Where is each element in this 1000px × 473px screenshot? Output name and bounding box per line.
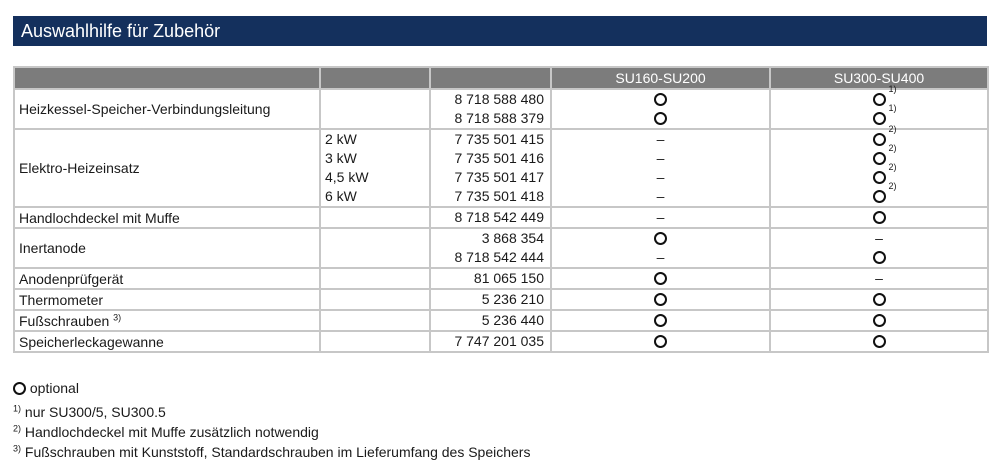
accessory-name-cell (14, 89, 320, 129)
availability-mark (873, 311, 886, 330)
availability-line (771, 269, 987, 288)
su300-su400-cell (770, 228, 988, 268)
su160-su200-cell (551, 289, 770, 310)
su160-su200-cell (551, 89, 770, 129)
variant-line: 6 kW (325, 188, 357, 204)
variant-cell (320, 268, 430, 289)
circle-icon (873, 152, 886, 165)
variant-line: 2 kW (325, 131, 357, 147)
availability-line (552, 90, 769, 109)
circle-icon (873, 251, 886, 264)
footnote-ref: 2) (888, 162, 897, 172)
accessory-name-cell (14, 331, 320, 352)
availability-line (771, 103, 987, 128)
circle-icon (654, 93, 667, 106)
variant-cell (320, 89, 430, 129)
column-header-su300-su400: SU300-SU400 (770, 67, 988, 89)
su160-su200-cell (551, 228, 770, 268)
footnote-ref: 1) (888, 84, 897, 94)
circle-icon (873, 211, 886, 224)
availability-line (552, 149, 769, 168)
article-number-cell (430, 129, 551, 207)
accessory-name-cell (14, 268, 320, 289)
availability-mark (657, 187, 665, 206)
article-number: 8 718 588 379 (454, 110, 544, 126)
legend (13, 378, 79, 398)
su300-su400-cell (770, 289, 988, 310)
availability-mark (875, 269, 883, 288)
article-number: 7 735 501 415 (454, 131, 544, 147)
article-number: 8 718 588 480 (454, 91, 544, 107)
article-number: 8 718 542 449 (454, 209, 544, 225)
circle-icon (873, 171, 886, 184)
availability-line (552, 332, 769, 351)
availability-mark (654, 229, 667, 248)
availability-line (771, 229, 987, 248)
availability-mark (873, 248, 886, 267)
availability-line (552, 229, 769, 248)
circle-icon (873, 93, 886, 106)
article-number: 7 735 501 416 (454, 150, 544, 166)
availability-mark (654, 269, 667, 288)
variant-line (325, 229, 429, 248)
variant-line (325, 248, 429, 267)
article-number: 8 718 542 444 (454, 249, 544, 265)
footnote-ref: 2) (888, 124, 897, 134)
circle-icon (873, 314, 886, 327)
accessory-selection-table (13, 66, 989, 353)
availability-line (771, 162, 987, 187)
footnote (13, 442, 530, 462)
footnote-number: 1) (13, 403, 22, 414)
page-title: Auswahlhilfe für Zubehör (13, 16, 987, 46)
availability-line (771, 332, 987, 351)
availability-mark (873, 84, 897, 109)
accessory-name-cell (14, 129, 320, 207)
article-number-cell (430, 331, 551, 352)
circle-icon (873, 133, 886, 146)
column-header (14, 67, 320, 89)
accessory-name: Heizkessel-Speicher-Verbindungsleitung (19, 101, 271, 117)
variant-cell (320, 331, 430, 352)
accessory-name: Inertanode (19, 240, 86, 256)
availability-mark (654, 290, 667, 309)
variant-cell (320, 129, 430, 207)
article-number-cell (430, 268, 551, 289)
availability-line (771, 290, 987, 309)
footnote-ref: 2) (888, 181, 897, 191)
dash-symbol: – (656, 150, 665, 166)
availability-line (552, 130, 769, 149)
dash-symbol: – (656, 169, 665, 185)
accessory-name-cell (14, 207, 320, 228)
variant-line (325, 290, 429, 309)
circle-icon (654, 232, 667, 245)
accessory-name: Anodenprüfgerät (19, 270, 124, 287)
accessory-name: Handlochdeckel mit Muffe (19, 209, 180, 226)
accessory-name-cell (14, 289, 320, 310)
table-row (14, 207, 988, 228)
availability-line (552, 187, 769, 206)
availability-mark (657, 208, 665, 227)
table-row (14, 268, 988, 289)
availability-mark (654, 90, 667, 109)
availability-mark (873, 208, 886, 227)
availability-mark (873, 162, 897, 187)
footnotes (13, 402, 530, 462)
article-number: 5 236 210 (481, 291, 544, 307)
availability-mark (873, 332, 886, 351)
circle-icon (654, 335, 667, 348)
su160-su200-cell (551, 129, 770, 207)
table-row (14, 129, 988, 207)
availability-line (771, 84, 987, 109)
availability-mark (875, 229, 883, 248)
variant-line (325, 332, 429, 351)
availability-line (771, 143, 987, 168)
availability-line (552, 311, 769, 330)
availability-line (552, 269, 769, 288)
article-number-cell (430, 207, 551, 228)
dash-symbol: – (656, 209, 665, 225)
accessory-name: Speicherleckagewanne (19, 333, 164, 350)
circle-icon (873, 190, 886, 203)
variant-cell (320, 207, 430, 228)
footnote-ref: 3) (113, 311, 122, 322)
su160-su200-cell (551, 207, 770, 228)
su300-su400-cell (770, 310, 988, 331)
article-number: 5 236 440 (481, 312, 544, 328)
availability-line (552, 168, 769, 187)
article-number: 81 065 150 (473, 270, 544, 286)
availability-line (771, 181, 987, 206)
table-row (14, 310, 988, 331)
circle-icon (654, 272, 667, 285)
column-header (320, 67, 430, 89)
dash-symbol: – (656, 249, 665, 265)
footnote (13, 422, 530, 442)
su300-su400-cell (770, 84, 988, 129)
variant-line: 4,5 kW (325, 169, 369, 185)
circle-icon (873, 335, 886, 348)
availability-line (552, 208, 769, 227)
su300-su400-cell (770, 207, 988, 228)
article-number-cell (430, 310, 551, 331)
variant-line (325, 311, 429, 330)
availability-line (552, 109, 769, 128)
accessory-name: Fußschrauben (19, 312, 110, 329)
circle-icon (873, 293, 886, 306)
accessory-name-cell (14, 310, 320, 331)
accessory-name: Thermometer (19, 291, 104, 308)
article-number: 3 868 354 (481, 230, 544, 246)
table-row (14, 228, 988, 268)
article-number: 7 747 201 035 (454, 333, 544, 349)
availability-mark (873, 290, 886, 309)
variant-line (325, 208, 429, 227)
circle-icon (654, 314, 667, 327)
availability-mark (873, 103, 897, 128)
su160-su200-cell (551, 331, 770, 352)
availability-mark (654, 311, 667, 330)
table-row (14, 89, 988, 129)
column-header (430, 67, 551, 89)
availability-mark (657, 168, 665, 187)
su160-su200-cell (551, 268, 770, 289)
article-number: 7 735 501 417 (454, 169, 544, 185)
footnote (13, 402, 530, 422)
availability-line (552, 248, 769, 267)
dash-symbol: – (875, 230, 883, 246)
availability-mark (654, 332, 667, 351)
footnote-number: 3) (13, 443, 22, 454)
footnote-text: Handlochdeckel mit Muffe zusätzlich notwendig (24, 424, 319, 440)
availability-mark (654, 109, 667, 128)
su300-su400-cell (770, 268, 988, 289)
circle-icon (654, 112, 667, 125)
circle-icon (873, 112, 886, 125)
variant-cell (320, 310, 430, 331)
footnote-text: nur SU300/5, SU300.5 (24, 404, 166, 420)
availability-mark (657, 149, 665, 168)
variant-line (325, 90, 429, 109)
table-header-row (14, 67, 988, 89)
availability-line (771, 208, 987, 227)
article-number-cell (430, 228, 551, 268)
accessory-name-cell (14, 228, 320, 268)
dash-symbol: – (875, 270, 883, 286)
circle-icon (13, 382, 26, 395)
availability-mark (873, 143, 897, 168)
availability-line (771, 248, 987, 267)
article-number: 7 735 501 418 (454, 188, 544, 204)
variant-line (325, 109, 429, 128)
availability-mark (657, 130, 665, 149)
su300-su400-cell (770, 331, 988, 352)
table-row (14, 289, 988, 310)
availability-mark (873, 181, 897, 206)
su160-su200-cell (551, 310, 770, 331)
availability-line (771, 124, 987, 149)
legend-label: optional (29, 380, 79, 396)
su300-su400-cell (770, 124, 988, 207)
availability-mark (657, 248, 665, 267)
variant-cell (320, 289, 430, 310)
article-number-cell (430, 289, 551, 310)
variant-line (325, 269, 429, 288)
availability-line (771, 311, 987, 330)
availability-mark (873, 124, 897, 149)
footnote-ref: 1) (888, 103, 897, 113)
availability-line (552, 290, 769, 309)
article-number-cell (430, 89, 551, 129)
column-header-su160-su200: SU160-SU200 (551, 67, 770, 89)
footnote-text: Fußschrauben mit Kunststoff, Standardschrauben im Lieferumfang des Speichers (24, 444, 531, 460)
footnote-number: 2) (13, 423, 22, 434)
circle-icon (654, 293, 667, 306)
footnote-ref: 2) (888, 143, 897, 153)
accessory-name: Elektro-Heizeinsatz (19, 160, 140, 176)
variant-cell (320, 228, 430, 268)
dash-symbol: – (656, 131, 665, 147)
variant-line: 3 kW (325, 150, 357, 166)
dash-symbol: – (656, 188, 665, 204)
table-row (14, 331, 988, 352)
